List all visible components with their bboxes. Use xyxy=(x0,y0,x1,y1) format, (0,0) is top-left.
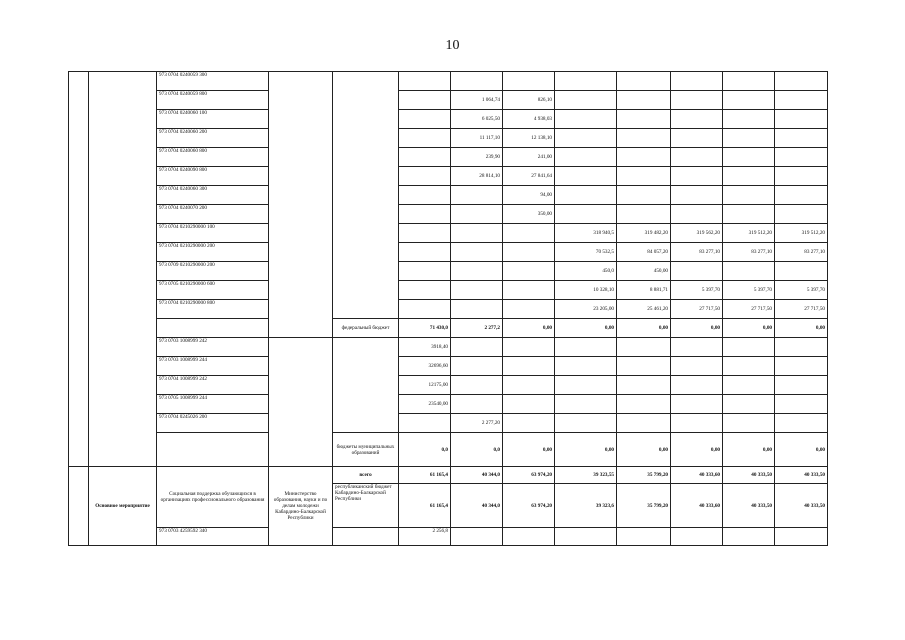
value-cell: 0,00 xyxy=(723,319,775,338)
value-cell xyxy=(671,357,723,376)
value-cell xyxy=(617,395,671,414)
value-cell xyxy=(617,148,671,167)
value-cell: 8 881,71 xyxy=(617,281,671,300)
value-cell xyxy=(451,243,503,262)
budget-code: 973 0704 0245026 200 xyxy=(157,414,269,433)
value-cell: 0,00 xyxy=(555,433,617,467)
value-cell xyxy=(671,376,723,395)
value-cell xyxy=(723,129,775,148)
value-cell: 11 117,10 xyxy=(451,129,503,148)
value-cell xyxy=(671,262,723,281)
value-cell: 3918,40 xyxy=(399,338,451,357)
value-cell xyxy=(451,300,503,319)
value-cell: 40 333,50 xyxy=(723,484,775,528)
value-cell xyxy=(723,205,775,224)
value-cell: 27 717,50 xyxy=(671,300,723,319)
value-cell xyxy=(723,376,775,395)
value-cell xyxy=(451,205,503,224)
table-row xyxy=(69,357,828,376)
value-cell xyxy=(399,205,451,224)
value-cell xyxy=(451,376,503,395)
blank-cell xyxy=(269,338,333,467)
value-cell: 94,00 xyxy=(503,186,555,205)
value-cell: 0,00 xyxy=(723,433,775,467)
value-cell xyxy=(775,414,828,433)
value-cell xyxy=(555,148,617,167)
value-cell: 40 344,0 xyxy=(451,484,503,528)
value-cell xyxy=(775,357,828,376)
value-cell: 5 397,70 xyxy=(723,281,775,300)
value-cell: 10 328,10 xyxy=(555,281,617,300)
budget-code: 973 0709 0210290000 200 xyxy=(157,262,269,281)
table-row xyxy=(69,281,828,300)
value-cell xyxy=(671,205,723,224)
value-cell xyxy=(723,72,775,91)
value-cell xyxy=(503,357,555,376)
value-cell: 40 344,0 xyxy=(451,467,503,484)
value-cell xyxy=(617,186,671,205)
value-cell: 0,00 xyxy=(503,433,555,467)
value-cell xyxy=(723,262,775,281)
budget-code: 973 0704 0240060 300 xyxy=(157,186,269,205)
value-cell: 2 256,8 xyxy=(399,528,451,546)
value-cell xyxy=(451,72,503,91)
value-cell: 12 138,10 xyxy=(503,129,555,148)
value-cell xyxy=(399,281,451,300)
table-row xyxy=(69,376,828,395)
blank-cell xyxy=(617,528,671,546)
blank-cell xyxy=(269,72,333,338)
value-cell: 6 025,50 xyxy=(451,110,503,129)
value-cell xyxy=(555,414,617,433)
value-cell xyxy=(555,72,617,91)
value-cell: 23 205,00 xyxy=(555,300,617,319)
value-cell xyxy=(723,167,775,186)
value-cell xyxy=(723,395,775,414)
blank-cell xyxy=(333,338,399,433)
value-cell: 23540,00 xyxy=(399,395,451,414)
value-cell xyxy=(555,91,617,110)
blank-cell xyxy=(503,528,555,546)
value-cell xyxy=(399,167,451,186)
value-cell xyxy=(671,91,723,110)
value-cell: 63 974,20 xyxy=(503,484,555,528)
value-cell xyxy=(617,110,671,129)
value-cell: 61 165,4 xyxy=(399,484,451,528)
blank-cell xyxy=(157,319,269,338)
budget-table xyxy=(68,71,828,546)
blank-cell xyxy=(69,467,89,546)
value-cell: 25 461,20 xyxy=(617,300,671,319)
value-cell xyxy=(555,110,617,129)
value-cell xyxy=(451,262,503,281)
table-row xyxy=(69,110,828,129)
value-cell xyxy=(775,148,828,167)
value-cell: 1 064,74 xyxy=(451,91,503,110)
value-cell: 318 940,5 xyxy=(555,224,617,243)
value-cell xyxy=(775,262,828,281)
budget-code: 973 0703 4259592 340 xyxy=(157,528,269,546)
blank-cell xyxy=(333,528,399,546)
value-cell: 350,00 xyxy=(503,205,555,224)
blank-cell xyxy=(671,528,723,546)
municipal-budget-row xyxy=(69,433,828,467)
budget-code: 973 0704 0240059 800 xyxy=(157,91,269,110)
value-cell: 2 277,20 xyxy=(451,414,503,433)
value-cell xyxy=(451,281,503,300)
value-cell: 239,90 xyxy=(451,148,503,167)
value-cell xyxy=(555,129,617,148)
total-row xyxy=(69,467,828,484)
blank-cell xyxy=(157,433,269,467)
event-type-label: Основное мероприятие xyxy=(89,467,157,546)
table-row xyxy=(69,414,828,433)
value-cell xyxy=(503,281,555,300)
value-cell: 2 277,2 xyxy=(451,319,503,338)
value-cell xyxy=(503,414,555,433)
value-cell: 84 057,20 xyxy=(617,243,671,262)
value-cell xyxy=(617,357,671,376)
value-cell xyxy=(775,376,828,395)
table-row xyxy=(69,167,828,186)
budget-code: 973 0704 0240070 200 xyxy=(157,205,269,224)
table-row xyxy=(69,262,828,281)
value-cell xyxy=(555,205,617,224)
value-cell xyxy=(671,148,723,167)
value-cell: 319 482,20 xyxy=(617,224,671,243)
value-cell: 0,0 xyxy=(451,433,503,467)
budget-code: 973 0703 1008999 244 xyxy=(157,357,269,376)
budget-code: 973 0703 1008999 242 xyxy=(157,338,269,357)
value-cell xyxy=(555,395,617,414)
table-row xyxy=(69,338,828,357)
table-row xyxy=(69,91,828,110)
value-cell: 0,00 xyxy=(503,319,555,338)
value-cell xyxy=(451,357,503,376)
municipal-budget-label: бюджеты муниципальных образований xyxy=(333,433,399,467)
table-row xyxy=(69,186,828,205)
value-cell xyxy=(671,72,723,91)
value-cell: 5 397,70 xyxy=(775,281,828,300)
value-cell: 35 799,20 xyxy=(617,484,671,528)
value-cell: 40 333,50 xyxy=(723,467,775,484)
value-cell: 450,00 xyxy=(617,262,671,281)
value-cell xyxy=(723,338,775,357)
value-cell: 27 717,50 xyxy=(723,300,775,319)
value-cell xyxy=(723,148,775,167)
value-cell xyxy=(399,300,451,319)
budget-code: 973 0704 0240090 800 xyxy=(157,167,269,186)
value-cell xyxy=(503,395,555,414)
table-row xyxy=(69,395,828,414)
event-title: Социальная поддержка обучающихся в организациях профессионального образования xyxy=(157,467,269,528)
value-cell: 83 277,10 xyxy=(723,243,775,262)
value-cell xyxy=(775,205,828,224)
value-cell xyxy=(399,243,451,262)
value-cell xyxy=(671,414,723,433)
value-cell xyxy=(503,338,555,357)
value-cell: 0,00 xyxy=(617,433,671,467)
value-cell xyxy=(671,395,723,414)
value-cell xyxy=(723,186,775,205)
value-cell xyxy=(555,338,617,357)
value-cell: 0,0 xyxy=(399,433,451,467)
budget-code: 973 0704 0240060 200 xyxy=(157,129,269,148)
value-cell xyxy=(617,167,671,186)
value-cell: 450,0 xyxy=(555,262,617,281)
value-cell: 27 841,64 xyxy=(503,167,555,186)
value-cell xyxy=(617,338,671,357)
blank-cell xyxy=(775,528,828,546)
value-cell: 35 799,20 xyxy=(617,467,671,484)
value-cell xyxy=(451,395,503,414)
budget-code: 973 0704 0240060 800 xyxy=(157,148,269,167)
budget-code: 973 0704 0210290000 800 xyxy=(157,300,269,319)
value-cell xyxy=(399,91,451,110)
table-row xyxy=(69,129,828,148)
value-cell xyxy=(399,224,451,243)
value-cell xyxy=(723,91,775,110)
value-cell: 39 323,55 xyxy=(555,467,617,484)
value-cell xyxy=(671,129,723,148)
value-cell xyxy=(617,129,671,148)
value-cell xyxy=(399,186,451,205)
value-cell: 0,00 xyxy=(555,319,617,338)
value-cell: 319 562,20 xyxy=(671,224,723,243)
value-cell xyxy=(451,186,503,205)
value-cell: 32696,60 xyxy=(399,357,451,376)
federal-budget-label: федеральный бюджет xyxy=(333,319,399,338)
value-cell: 0,00 xyxy=(775,319,828,338)
value-cell xyxy=(555,357,617,376)
value-cell: 40 333,50 xyxy=(775,467,828,484)
budget-code: 973 0704 1008999 242 xyxy=(157,376,269,395)
table-row xyxy=(69,528,828,546)
value-cell xyxy=(775,110,828,129)
event-executor: Министерство образования, науки и по делам молодежи Кабардино-Балкарской Республики xyxy=(269,467,333,546)
table-row xyxy=(69,148,828,167)
value-cell xyxy=(617,72,671,91)
value-cell: 0,00 xyxy=(671,433,723,467)
value-cell: 71 430,0 xyxy=(399,319,451,338)
table-row xyxy=(69,243,828,262)
blank-cell xyxy=(555,528,617,546)
blank-cell xyxy=(89,72,157,467)
value-cell xyxy=(555,186,617,205)
value-cell: 63 974,20 xyxy=(503,467,555,484)
value-cell xyxy=(775,167,828,186)
value-cell xyxy=(503,72,555,91)
value-cell: 40 333,60 xyxy=(671,467,723,484)
value-cell: 28 814,10 xyxy=(451,167,503,186)
value-cell xyxy=(775,129,828,148)
value-cell xyxy=(723,110,775,129)
federal-budget-row xyxy=(69,319,828,338)
blank-cell xyxy=(69,72,89,467)
budget-code: 973 0705 0210290000 600 xyxy=(157,281,269,300)
republic-budget-label: республиканский бюджет Кабардино-Балкарской Республики xyxy=(333,484,399,528)
value-cell: 70 532,5 xyxy=(555,243,617,262)
budget-code: 973 0704 0210290000 100 xyxy=(157,224,269,243)
blank-cell xyxy=(333,72,399,319)
value-cell: 83 277,10 xyxy=(775,243,828,262)
budget-code: 973 0705 1008999 244 xyxy=(157,395,269,414)
value-cell xyxy=(399,129,451,148)
total-label: всего xyxy=(333,467,399,484)
value-cell xyxy=(775,186,828,205)
value-cell xyxy=(775,72,828,91)
value-cell xyxy=(617,414,671,433)
value-cell: 27 717,50 xyxy=(775,300,828,319)
value-cell: 4 938,03 xyxy=(503,110,555,129)
budget-code: 973 0704 0240059 300 xyxy=(157,72,269,91)
value-cell xyxy=(503,224,555,243)
table-row xyxy=(69,300,828,319)
page-number: 10 xyxy=(445,38,460,53)
value-cell xyxy=(617,205,671,224)
value-cell: 40 333,50 xyxy=(775,484,828,528)
value-cell xyxy=(671,110,723,129)
value-cell xyxy=(399,72,451,91)
blank-cell xyxy=(723,528,775,546)
value-cell xyxy=(555,167,617,186)
table-row xyxy=(69,72,828,91)
value-cell: 39 323,6 xyxy=(555,484,617,528)
value-cell xyxy=(671,186,723,205)
value-cell xyxy=(451,224,503,243)
value-cell xyxy=(503,243,555,262)
value-cell: 5 397,70 xyxy=(671,281,723,300)
value-cell xyxy=(555,376,617,395)
value-cell: 0,00 xyxy=(671,319,723,338)
budget-code: 973 0704 0210290000 200 xyxy=(157,243,269,262)
value-cell xyxy=(451,338,503,357)
value-cell: 40 333,60 xyxy=(671,484,723,528)
value-cell: 241,00 xyxy=(503,148,555,167)
value-cell: 0,00 xyxy=(617,319,671,338)
value-cell: 319 512,20 xyxy=(723,224,775,243)
table-row xyxy=(69,224,828,243)
value-cell xyxy=(617,376,671,395)
value-cell: 0,00 xyxy=(775,433,828,467)
value-cell xyxy=(503,262,555,281)
value-cell xyxy=(399,262,451,281)
value-cell xyxy=(775,338,828,357)
value-cell xyxy=(399,110,451,129)
value-cell xyxy=(775,91,828,110)
value-cell xyxy=(671,167,723,186)
value-cell xyxy=(399,414,451,433)
blank-cell xyxy=(451,528,503,546)
value-cell xyxy=(723,414,775,433)
value-cell: 826,10 xyxy=(503,91,555,110)
value-cell xyxy=(617,91,671,110)
value-cell xyxy=(671,338,723,357)
value-cell xyxy=(503,300,555,319)
value-cell xyxy=(399,148,451,167)
value-cell: 12175,00 xyxy=(399,376,451,395)
value-cell: 83 277,10 xyxy=(671,243,723,262)
value-cell: 319 512,20 xyxy=(775,224,828,243)
value-cell: 61 165,4 xyxy=(399,467,451,484)
value-cell xyxy=(775,395,828,414)
budget-code: 973 0704 0240060 100 xyxy=(157,110,269,129)
table-row xyxy=(69,205,828,224)
value-cell xyxy=(503,376,555,395)
value-cell xyxy=(723,357,775,376)
